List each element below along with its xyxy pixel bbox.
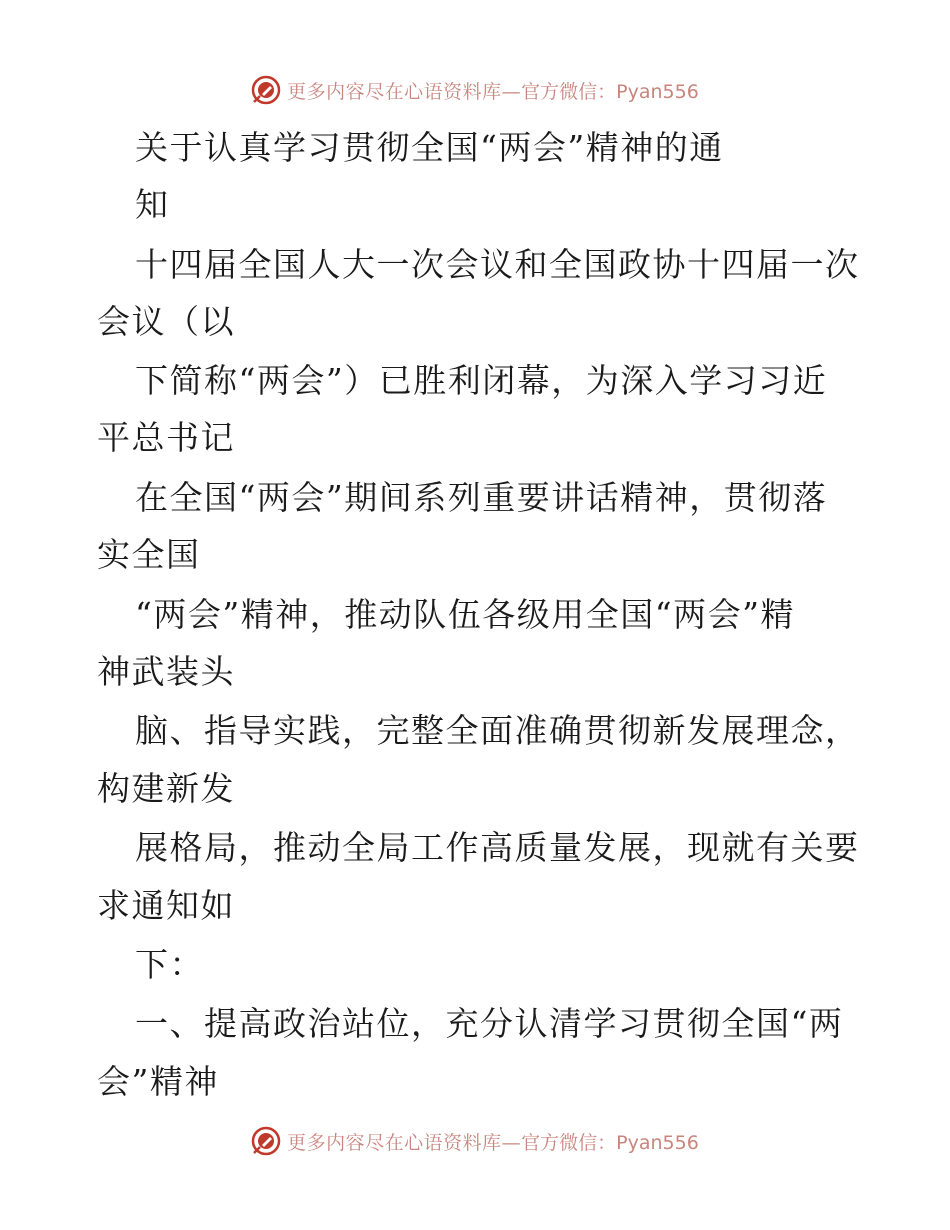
text-line: “两会”精神，推动队伍各级用全国“两会”精 bbox=[135, 595, 795, 634]
text-line: 神武装头 bbox=[97, 652, 235, 691]
text-line: 下简称“两会”）已胜利闭幕，为深入学习习近 bbox=[135, 361, 828, 400]
text-line: 平总书记 bbox=[97, 418, 235, 457]
section-heading-line: 会”精神 bbox=[97, 1062, 219, 1101]
watermark-wechat: 官方微信：Pyan556 bbox=[521, 1131, 699, 1154]
text-line: 十四届全国人大一次会议和全国政协十四届一次 bbox=[135, 245, 860, 284]
text-line: 实全国 bbox=[97, 535, 201, 574]
section-heading-line: 一、提高政治站位，充分认清学习贯彻全国“两 bbox=[135, 1004, 844, 1043]
text-line: 在全国“两会”期间系列重要讲话精神，贯彻落 bbox=[135, 478, 828, 517]
watermark-text: 更多内容尽在心语资料库— bbox=[287, 80, 522, 103]
watermark-text: 更多内容尽在心语资料库— bbox=[287, 1131, 522, 1154]
pen-logo-icon bbox=[251, 1126, 281, 1156]
watermark-footer bbox=[0, 1124, 950, 1158]
text-line: 脑、指导实践，完整全面准确贯彻新发展理念， bbox=[135, 711, 860, 750]
text-line: 求通知如 bbox=[97, 886, 235, 925]
text-line: 下： bbox=[135, 945, 204, 984]
title-line-2: 知 bbox=[135, 185, 170, 224]
title-line-1: 关于认真学习贯彻全国“两会”精神的通 bbox=[135, 128, 724, 167]
watermark-wechat: 官方微信：Pyan556 bbox=[521, 80, 699, 103]
text-line: 构建新发 bbox=[97, 769, 235, 808]
text-line: 会议（以 bbox=[97, 302, 235, 341]
text-line: 展格局，推动全局工作高质量发展，现就有关要 bbox=[135, 828, 860, 867]
